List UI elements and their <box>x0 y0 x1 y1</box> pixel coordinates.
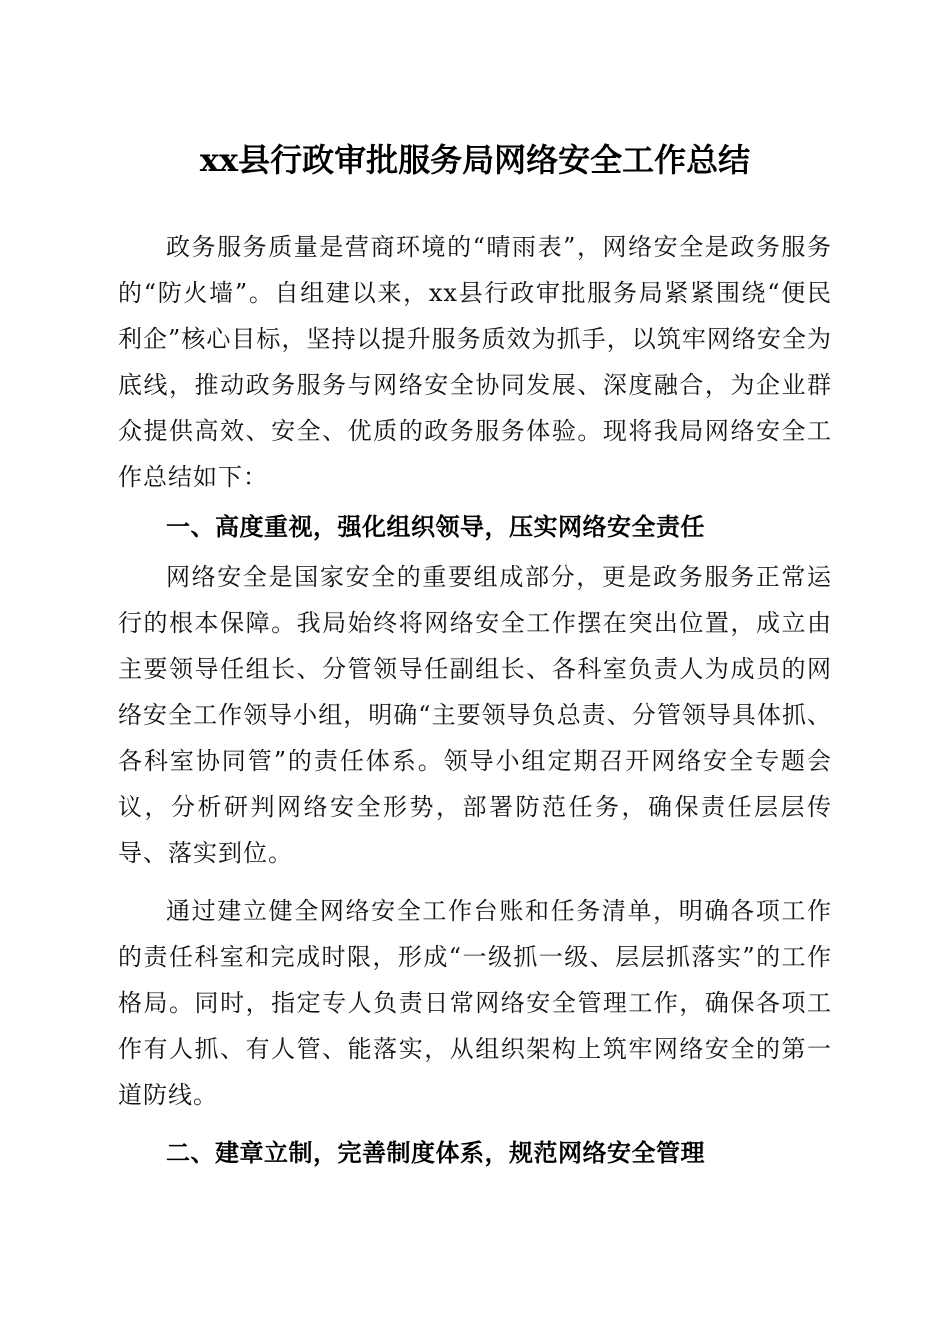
document-title: xx县行政审批服务局网络安全工作总结 <box>199 141 751 179</box>
section-1-paragraph-1: 网络安全是国家安全的重要组成部分，更是政务服务正常运行的根本保障。我局始终将网络安全工作摆在突出位置，成立由主要领导任组长、分管领导任副组长、各科室负责人为成员的网络安全工作领导小组，明确“主要领导负总责、分管领导具体抓、各科室协同管”的责任体系。领导小组定期召开网络安全专题会议，分析研判网络安全形势，部署防范任务，确保责任层层传导、落实到位。 <box>118 563 832 867</box>
section-1-paragraph-2: 通过建立健全网络安全工作台账和任务清单，明确各项工作的责任科室和完成时限，形成“一级抓一级、层层抓落实”的工作格局。同时，指定专人负责日常网络安全管理工作，确保各项工作有人抓、有人管、能落实，从组织架构上筑牢网络安全的第一道防线。 <box>118 897 832 1109</box>
section-2-heading: 二、建章立制，完善制度体系，规范网络安全管理 <box>166 1139 705 1167</box>
intro-paragraph: 政务服务质量是营商环境的“晴雨表”，网络安全是政务服务的“防火墙”。自组建以来，xx县行政审批服务局紧紧围绕“便民利企”核心目标，坚持以提升服务质效为抓手，以筑牢网络安全为底线，推动政务服务与网络安全协同发展、深度融合，为企业群众提供高效、安全、优质的政务服务体验。现将我局网络安全工作总结如下： <box>118 233 832 491</box>
section-1-heading: 一、高度重视，强化组织领导，压实网络安全责任 <box>166 513 705 541</box>
document-body <box>118 224 832 1176</box>
